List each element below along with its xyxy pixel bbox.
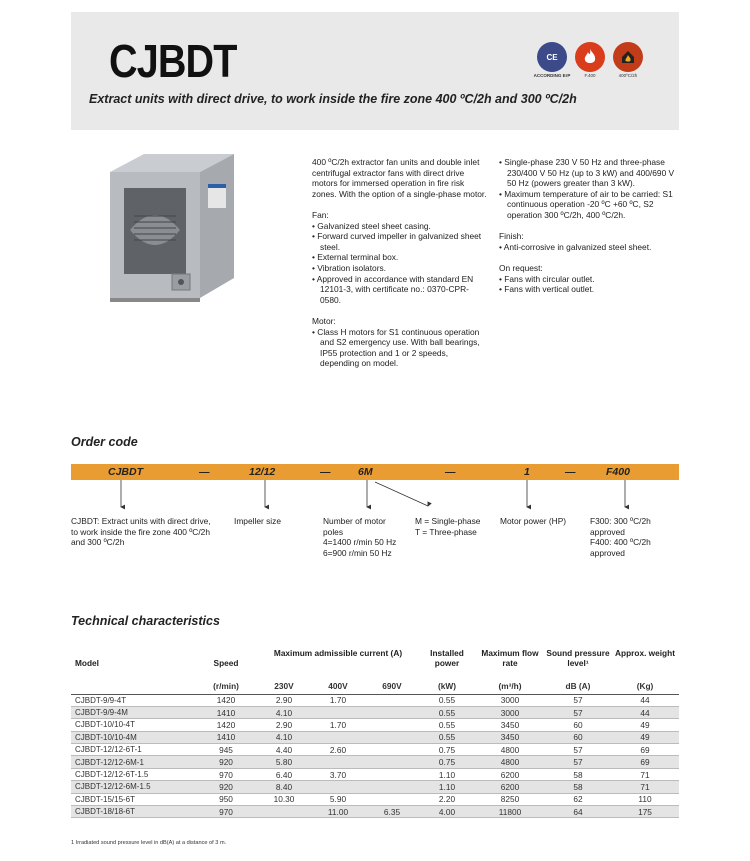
order-desc-power: Motor power (HP) [500, 516, 567, 526]
table-cell: 69 [611, 744, 679, 756]
product-image [96, 150, 268, 312]
description-column-1 [312, 157, 487, 379]
table-cell: 1420 [195, 719, 257, 731]
list-item: • Single-phase 230 V 50 Hz and three-phase 230/400 V 50 Hz (up to 3 kW) and 400/690 V 50 Hz (powers greater than 3 kW). [499, 157, 684, 189]
table-cell: 0.55 [419, 719, 475, 731]
table-cell: 60 [545, 731, 611, 743]
unit-cell: (kW) [419, 678, 475, 694]
list-item: • Fans with circular outlet. [499, 274, 684, 285]
table-cell: 3450 [475, 731, 545, 743]
table-cell: 8.40 [257, 781, 311, 793]
table-cell: 60 [545, 719, 611, 731]
table-cell: 0.75 [419, 756, 475, 768]
header-sound: Sound pressure level¹ [546, 648, 610, 668]
fan-heading: Fan: [312, 209, 329, 220]
footnote: 1 Irradiated sound pressure level in dB(A) at a distance of 3 m. [71, 840, 227, 846]
table-cell: 110 [611, 793, 679, 805]
order-desc-poles [323, 516, 408, 558]
table-cell: 1.70 [311, 694, 365, 706]
technical-table [71, 648, 679, 818]
table-cell: 950 [195, 793, 257, 805]
table-row [71, 793, 679, 805]
table-cell: 6200 [475, 768, 545, 780]
table-cell: 3450 [475, 719, 545, 731]
table-cell: 945 [195, 744, 257, 756]
table-cell [365, 781, 419, 793]
ce-mark-icon [533, 42, 571, 78]
header-banner [71, 12, 679, 130]
list-item: • Approved in accordance with standard EN 12101-3, with certificate no.: 0370-CPR-0580. [312, 274, 487, 306]
header-speed: Speed [213, 658, 239, 668]
table-cell: 57 [545, 744, 611, 756]
list-item: • Vibration isolators. [312, 263, 487, 274]
fire-house-icon [613, 42, 643, 78]
table-cell: 71 [611, 781, 679, 793]
table-cell: 4.10 [257, 731, 311, 743]
order-code-bar [71, 464, 679, 480]
table-cell: 58 [545, 768, 611, 780]
table-cell: 6.35 [365, 806, 419, 818]
table-cell [365, 756, 419, 768]
list-item: • Galvanized steel sheet casing. [312, 221, 487, 232]
unit-cell: (Kg) [611, 678, 679, 694]
model-cell: CJBDT-9/9-4T [71, 694, 195, 706]
code-temperature: F400 [606, 466, 630, 478]
model-cell: CJBDT-15/15-6T [71, 793, 195, 805]
poles-line-3: 6=900 r/min 50 Hz [323, 547, 392, 558]
table-cell: 0.55 [419, 731, 475, 743]
table-cell: 2.90 [257, 694, 311, 706]
model-cell: CJBDT-9/9-4M [71, 706, 195, 718]
request-heading: On request: [499, 262, 543, 273]
code-separator: — [565, 466, 576, 478]
table-cell: 6.40 [257, 768, 311, 780]
poles-line-2: 4=1400 r/min 50 Hz [323, 537, 397, 548]
list-item: • Anti-corrosive in galvanized steel sheet. [499, 242, 684, 253]
header-power: Installed power [430, 648, 464, 668]
table-cell: 0.55 [419, 694, 475, 706]
unit-cell [71, 678, 195, 694]
table-cell: 11800 [475, 806, 545, 818]
code-separator: — [445, 466, 456, 478]
model-cell: CJBDT-12/12-6M-1 [71, 756, 195, 768]
code-poles: 6M [358, 466, 373, 478]
order-code-heading: Order code [71, 435, 138, 449]
table-cell [365, 793, 419, 805]
table-cell: 5.90 [311, 793, 365, 805]
certification-badges [533, 42, 643, 78]
description-column-2 [499, 157, 684, 305]
table-cell: 4800 [475, 744, 545, 756]
table-cell: 4.00 [419, 806, 475, 818]
request-list [499, 274, 684, 295]
table-cell: 1410 [195, 731, 257, 743]
table-cell [365, 768, 419, 780]
page-subtitle: Extract units with direct drive, to work inside the fire zone 400 ºC/2h and 300 ºC/2h [89, 92, 577, 106]
table-cell [365, 744, 419, 756]
table-cell: 920 [195, 756, 257, 768]
model-cell: CJBDT-12/12-6M-1.5 [71, 781, 195, 793]
technical-heading: Technical characteristics [71, 614, 220, 628]
table-cell [257, 806, 311, 818]
table-cell: 71 [611, 768, 679, 780]
table-cell [365, 719, 419, 731]
table-cell: 58 [545, 781, 611, 793]
table-cell: 970 [195, 768, 257, 780]
phase-line-2: T = Three-phase [415, 526, 477, 537]
unit-cell: (r/min) [195, 678, 257, 694]
order-desc-model: CJBDT: Extract units with direct drive, to work inside the fire zone 400 ºC/2h and 300 ºC/2h [71, 516, 211, 548]
table-cell: 8250 [475, 793, 545, 805]
list-item: • External terminal box. [312, 252, 487, 263]
list-item: • Maximum temperature of air to be carried: S1 continuous operation -20 ºC +60 ºC, S2 operation 300 ºC/2h, 400 ºC/2h. [499, 189, 684, 221]
finish-list [499, 242, 684, 253]
header-current: Maximum admissible current (A) [273, 648, 403, 658]
model-cell: CJBDT-10/10-4M [71, 731, 195, 743]
units-row [71, 678, 679, 694]
table-cell [365, 694, 419, 706]
table-cell: 10.30 [257, 793, 311, 805]
fire-house-caption: 400ºC/2h [618, 73, 638, 78]
table-cell: 49 [611, 731, 679, 743]
table-row [71, 744, 679, 756]
model-cell: CJBDT-12/12-6T-1 [71, 744, 195, 756]
table-cell [365, 706, 419, 718]
motor-heading: Motor: [312, 315, 336, 326]
table-cell: 44 [611, 706, 679, 718]
unit-cell: 230V [257, 678, 311, 694]
table-row [71, 768, 679, 780]
fire-icon [575, 42, 605, 78]
code-model: CJBDT [108, 466, 144, 478]
table-cell: 57 [545, 694, 611, 706]
phase-line-1: M = Single-phase [415, 516, 481, 526]
list-item: • Fans with vertical outlet. [499, 284, 684, 295]
table-cell: 4800 [475, 756, 545, 768]
table-cell: 2.90 [257, 719, 311, 731]
table-row [71, 806, 679, 818]
model-cell: CJBDT-10/10-4T [71, 719, 195, 731]
fan-list [312, 221, 487, 306]
table-row [71, 781, 679, 793]
table-row [71, 706, 679, 718]
table-cell: 57 [545, 756, 611, 768]
poles-line-1: Number of motor poles [323, 516, 386, 537]
table-cell: 2.20 [419, 793, 475, 805]
table-cell [311, 731, 365, 743]
table-cell: 6200 [475, 781, 545, 793]
motor-list [312, 327, 487, 369]
table-cell: 5.80 [257, 756, 311, 768]
table-cell [311, 781, 365, 793]
table-cell: 970 [195, 806, 257, 818]
model-cell: CJBDT-12/12-6T-1.5 [71, 768, 195, 780]
temp-line-2: F400: 400 ºC/2h approved [590, 537, 651, 558]
header-weight: Approx. weight [615, 648, 675, 658]
table-cell: 3000 [475, 706, 545, 718]
table-cell: 64 [545, 806, 611, 818]
table-cell: 69 [611, 756, 679, 768]
order-desc-temperature [590, 516, 675, 558]
table-cell: 3000 [475, 694, 545, 706]
code-power: 1 [524, 466, 530, 478]
table-cell: 4.10 [257, 706, 311, 718]
table-row [71, 756, 679, 768]
temp-line-1: F300: 300 ºC/2h approved [590, 516, 651, 537]
unit-cell: (m³/h) [475, 678, 545, 694]
table-row [71, 719, 679, 731]
table-cell: 11.00 [311, 806, 365, 818]
fire-caption: F.400 [584, 73, 596, 78]
page-title: CJBDT [109, 35, 237, 87]
order-desc-phase [415, 516, 480, 537]
code-impeller: 12/12 [249, 466, 276, 478]
finish-heading: Finish: [499, 231, 524, 242]
header-model: Model [75, 658, 99, 668]
header-flow: Maximum flow rate [481, 648, 539, 668]
table-cell [311, 756, 365, 768]
table-cell: 4.40 [257, 744, 311, 756]
unit-cell: dB (A) [545, 678, 611, 694]
table-cell: 0.75 [419, 744, 475, 756]
table-cell: 3.70 [311, 768, 365, 780]
model-cell: CJBDT-18/18-6T [71, 806, 195, 818]
table-cell: 57 [545, 706, 611, 718]
table-cell: 0.55 [419, 706, 475, 718]
table-cell [311, 706, 365, 718]
table-cell: 2.60 [311, 744, 365, 756]
table-cell: 49 [611, 719, 679, 731]
list-item: • Class H motors for S1 continuous operation and S2 emergency use. With ball bearings, IP55 protection and 1 or 2 speeds, depending on model. [312, 327, 487, 369]
table-cell: 175 [611, 806, 679, 818]
table-cell: 62 [545, 793, 611, 805]
supply-list [499, 157, 684, 221]
list-item: • Forward curved impeller in galvanized sheet steel. [312, 231, 487, 252]
table-cell: 1.10 [419, 768, 475, 780]
table-cell: 44 [611, 694, 679, 706]
code-separator: — [320, 466, 331, 478]
ce-mark-text: CE [546, 52, 558, 62]
unit-cell: 400V [311, 678, 365, 694]
table-cell: 920 [195, 781, 257, 793]
table-cell: 1.10 [419, 781, 475, 793]
intro-text: 400 ºC/2h extractor fan units and double inlet centrifugal extractor fans with direct drive motors for immersed operation in fire risk zones. With the option of a single-phase motor. [312, 157, 487, 199]
table-row [71, 731, 679, 743]
table-cell: 1.70 [311, 719, 365, 731]
table-cell: 1420 [195, 694, 257, 706]
code-separator: — [199, 466, 210, 478]
ce-caption: ACCORDING ErP [533, 73, 571, 78]
table-cell: 1410 [195, 706, 257, 718]
table-cell [365, 731, 419, 743]
table-row [71, 694, 679, 706]
unit-cell: 690V [365, 678, 419, 694]
order-desc-impeller: Impeller size [234, 516, 282, 526]
